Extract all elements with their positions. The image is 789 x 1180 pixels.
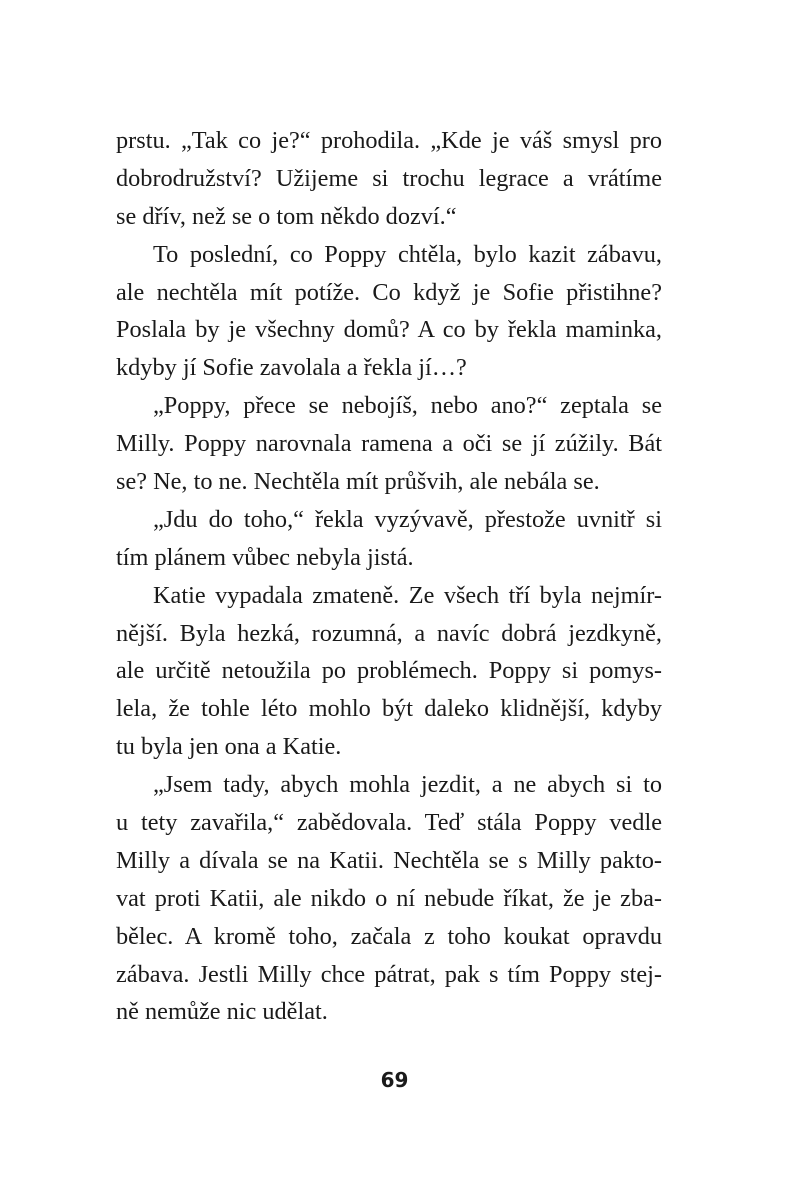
text-line: „Jdu do toho,“ řekla vyzývavě, přestože uvnitř si — [153, 505, 662, 533]
text-line: „Poppy, přece se nebojíš, nebo ano?“ zeptala se — [153, 392, 662, 420]
body-text — [116, 122, 662, 1031]
text-line: Katie vypadala zmateně. Ze všech tří byla nejmír- — [153, 581, 662, 609]
text-line: ale nechtěla mít potíže. Co když je Sofie přistihne? — [116, 278, 662, 306]
text-line: To poslední, co Poppy chtěla, bylo kazit zábavu, — [153, 240, 662, 268]
paragraph — [116, 577, 662, 766]
text-line: Milly. Poppy narovnala ramena a oči se jí zúžily. Bát — [116, 430, 662, 458]
text-line: ale určitě netoužila po problémech. Poppy si pomys- — [116, 657, 662, 685]
text-line: se dřív, než se o tom někdo dozví.“ — [116, 202, 457, 230]
paragraph — [116, 387, 662, 501]
paragraph — [116, 766, 662, 1031]
text-line: u tety zavařila,“ zabědovala. Teď stála Poppy vedle — [116, 809, 662, 837]
text-line: nější. Byla hezká, rozumná, a navíc dobrá jezdkyně, — [116, 619, 662, 647]
paragraph — [116, 501, 662, 577]
text-line: tím plánem vůbec nebyla jistá. — [116, 543, 414, 571]
paragraph — [116, 236, 662, 388]
text-line: lela, že tohle léto mohlo být daleko klidnější, kdyby — [116, 695, 662, 723]
text-line: Milly a dívala se na Katii. Nechtěla se s Milly pakto- — [116, 846, 662, 874]
text-line: tu byla jen ona a Katie. — [116, 733, 342, 761]
text-line: „Jsem tady, abych mohla jezdit, a ne abych si to — [153, 771, 662, 799]
text-line: bělec. A kromě toho, začala z toho koukat opravdu — [116, 922, 662, 950]
text-line: Poslala by je všechny domů? A co by řekla maminka, — [116, 316, 662, 344]
text-line: se? Ne, to ne. Nechtěla mít průšvih, ale nebála se. — [116, 468, 600, 496]
text-line: ně nemůže nic udělat. — [116, 998, 328, 1026]
text-line: kdyby jí Sofie zavolala a řekla jí…? — [116, 354, 467, 382]
text-line: dobrodružství? Užijeme si trochu legrace a vrátíme — [116, 164, 662, 192]
paragraph — [116, 122, 662, 236]
text-line: prstu. „Tak co je?“ prohodila. „Kde je váš smysl pro — [116, 127, 662, 154]
text-line: zábava. Jestli Milly chce pátrat, pak s tím Poppy stej- — [116, 960, 662, 988]
page-number: 69 — [380, 1068, 409, 1092]
text-line: vat proti Katii, ale nikdo o ní nebude říkat, že je zba- — [116, 884, 662, 912]
